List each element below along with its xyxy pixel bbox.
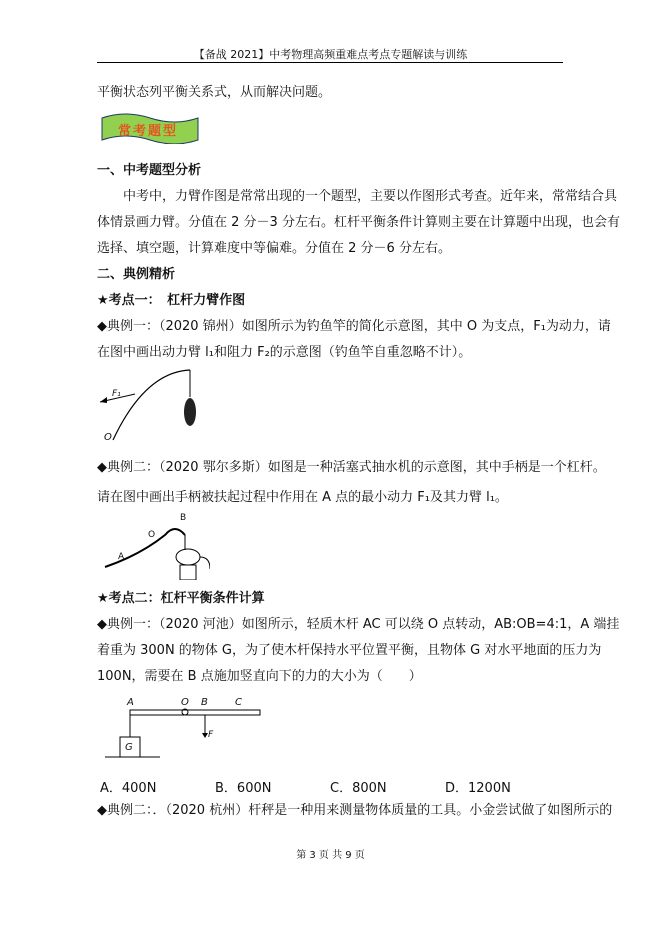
example-line: 100N，需要在 B 点施加竖直向下的力的大小为（ ）	[97, 669, 422, 684]
option-b: B．600N	[215, 781, 272, 796]
point-b-label: B	[201, 697, 208, 708]
point-c-label: C	[235, 697, 242, 708]
example-line: 请在图中画出手柄被扶起过程中作用在 A 点的最小动力 F₁及其力臂 l₁。	[97, 490, 508, 505]
example-line: ◆典例一：（2020 河池）如图所示，轻质木杆 AC 可以绕 O 点转动，AB:OB=4:1，A 端挂	[97, 617, 620, 632]
example-line: 在图中画出动力臂 l₁和阻力 F₂的示意图（钓鱼竿自重忽略不计）。	[97, 345, 472, 360]
water-pump-figure	[100, 515, 210, 580]
page-header: 【备战 2021】中考物理高频重难点考点专题解读与训练	[193, 48, 468, 61]
force-label: F	[208, 730, 214, 740]
point-b-label: B	[180, 513, 187, 523]
option-c: C．800N	[330, 781, 387, 796]
weight-label: G	[125, 742, 133, 753]
option-d: D．1200N	[445, 781, 511, 796]
page-footer: 第 3 页 共 9 页	[296, 850, 365, 861]
force-label: F₁	[112, 389, 121, 399]
paragraph-line: 选择、填空题，计算难度中等偏难。分值在 2 分－6 分左右。	[97, 241, 451, 256]
paragraph-line: 中考中，力臂作图是常常出现的一个题型，主要以作图形式考查。近年来，常常结合具	[97, 189, 618, 204]
example-line: ◆典例二：（2020 鄂尔多斯）如图是一种活塞式抽水机的示意图，其中手柄是一个杠杆。	[97, 460, 606, 475]
kaodian-heading: ★考点一： 杠杆力臂作图	[97, 293, 246, 308]
option-a: A．400N	[100, 781, 157, 796]
section-heading: 二、典例精析	[97, 267, 176, 282]
point-a-label: A	[118, 552, 125, 562]
point-a-label: A	[127, 697, 134, 708]
header-rule	[97, 62, 563, 63]
example-line: 着重为 300N 的物体 G，为了使木杆保持水平位置平衡，且物体 G 对水平地面的压力为	[97, 643, 602, 658]
paragraph-line: 体情景画力臂。分值在 2 分－3 分左右。杠杆平衡条件计算则主要在计算题中出现，也会有	[97, 215, 620, 230]
banner-label: 常考题型	[118, 124, 179, 139]
section-heading: 一、中考题型分析	[97, 163, 202, 178]
fishing-rod-figure	[95, 362, 215, 447]
kaodian-heading: ★考点二：杠杆平衡条件计算	[97, 591, 265, 606]
example-line: ◆典例一：（2020 锦州）如图所示为钓鱼竿的简化示意图，其中 O 为支点，F₁为动力，请	[97, 319, 611, 334]
pivot-label: O	[104, 432, 112, 443]
point-o-label: O	[148, 530, 156, 540]
point-o-label: O	[181, 697, 189, 708]
example-line: ◆典例二：．（2020 杭州）杆秤是一种用来测量物体质量的工具。小金尝试做了如图所示的	[97, 803, 613, 818]
intro-text: 平衡状态列平衡关系式，从而解决问题。	[97, 85, 332, 100]
